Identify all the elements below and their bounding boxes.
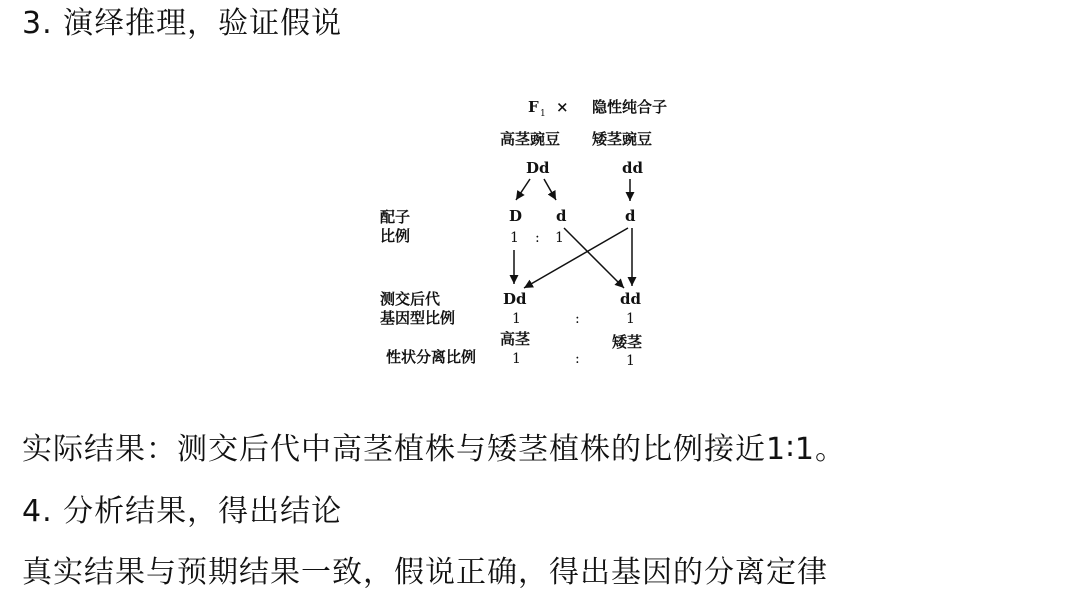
short-pea-label: 矮茎豌豆 [592,130,653,148]
arrow-Dd-to-D [516,179,530,200]
arrow-Dd-to-d [544,179,556,200]
gamete-D: D [509,207,523,225]
section-heading-4: 4. 分析结果，得出结论 [22,494,343,529]
gamete-ratio-2: 1 [555,230,564,246]
gamete-d-tall: d [556,207,567,225]
f1-label: F [528,98,539,116]
gamete-ratio-1: 1 [510,230,519,246]
genotype-ratio-colon: : [575,311,580,327]
phenotype-ratio-row-label: 性状分离比例 [386,348,477,366]
phenotype-ratio-2: 1 [626,353,635,369]
gamete-d-short: d [625,207,636,225]
actual-result-text: 实际结果：测交后代中高茎植株与矮茎植株的比例接近1∶1。 [22,432,846,467]
phenotype-short: 矮茎 [612,333,643,351]
conclusion-text: 真实结果与预期结果一致，假说正确，得出基因的分离定律 [22,555,828,590]
phenotype-tall: 高茎 [500,330,531,348]
f1-subscript: 1 [540,109,546,119]
cross-symbol: × [556,98,569,116]
parent-genotype-short: dd [622,159,643,177]
phenotype-ratio-colon: : [575,351,580,367]
testcross-row-label: 测交后代 [380,290,441,308]
tall-pea-label: 高茎豌豆 [500,130,561,148]
ratio-row-label: 比例 [380,227,411,245]
offspring-genotype-dd: dd [620,290,641,308]
parent-genotype-tall: Dd [526,159,550,177]
gamete-row-label: 配子 [380,208,411,226]
genotype-ratio-2: 1 [626,311,635,327]
genotype-ratio-row-label: 基因型比例 [380,309,456,327]
recessive-pure-label: 隐性纯合子 [592,98,668,116]
arrow-d-tall-to-dd [564,228,624,288]
section-heading-3: 3. 演绎推理，验证假说 [22,6,343,41]
genotype-ratio-1: 1 [512,311,521,327]
offspring-genotype-Dd: Dd [503,290,527,308]
phenotype-ratio-1: 1 [512,351,521,367]
testcross-diagram [360,90,700,380]
gamete-ratio-colon: : [535,230,540,246]
